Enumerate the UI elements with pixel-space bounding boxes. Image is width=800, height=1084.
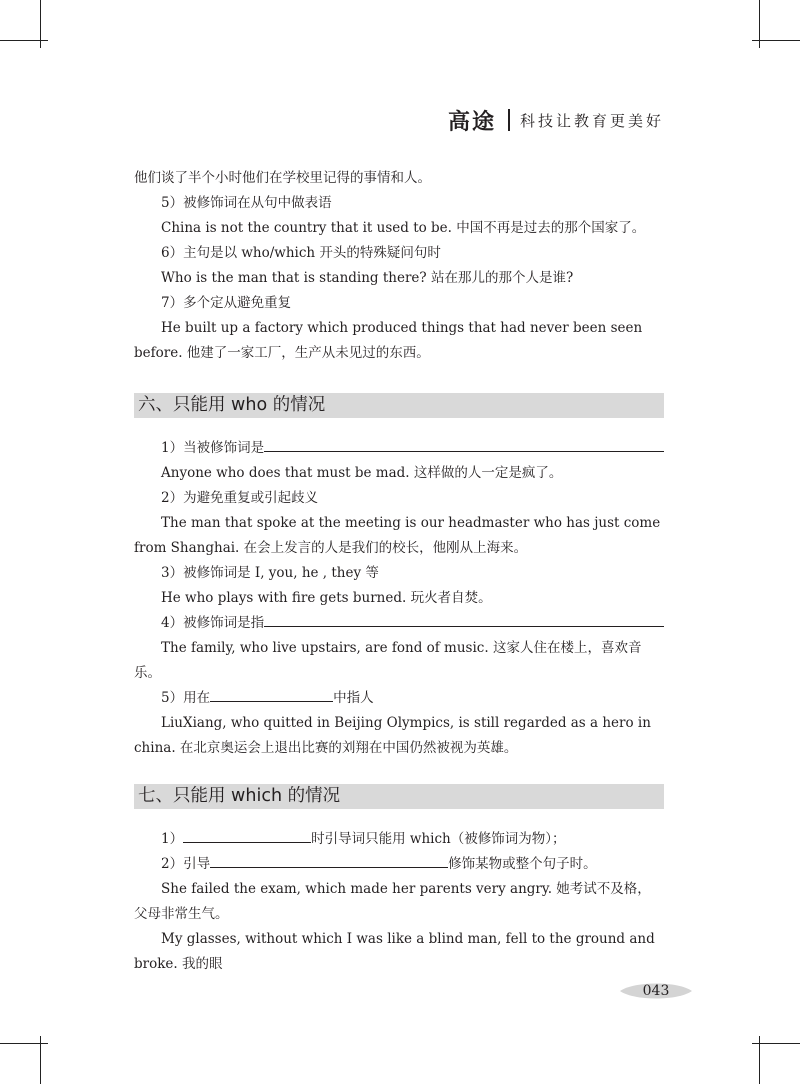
- example-sentence: My glasses, without which I was like a blind man, fell to the ground and broke. 我的眼: [134, 931, 655, 972]
- answer-blank[interactable]: [210, 687, 333, 702]
- crop-mark: [0, 40, 48, 41]
- rule-label: 时引导词只能用 which（被修饰词为物）；: [311, 831, 566, 847]
- crop-mark: [752, 40, 800, 41]
- answer-blank[interactable]: [210, 853, 448, 868]
- rule-with-blank: [134, 852, 664, 877]
- rule-label: 6）主句是以 who/which 开头的特殊疑问句时: [161, 245, 441, 261]
- crop-mark: [752, 1043, 800, 1044]
- rule-with-blank: [134, 686, 664, 711]
- example-sentence: The family, who live upstairs, are fond of music. 这家人住在楼上，喜欢音乐。: [134, 640, 642, 681]
- rule-label: 修饰某物或整个句子时。: [448, 856, 597, 872]
- example-sentence: LiuXiang, who quitted in Beijing Olympics, is still regarded as a hero in china. 在北京奥运会上退出比赛的刘翔在中国仍然被视为英雄。: [134, 715, 651, 756]
- rule-label: 中指人: [333, 690, 374, 706]
- section-title-who: 六、只能用 who 的情况: [134, 393, 664, 418]
- rule-with-blank: [134, 827, 664, 852]
- rule-label: 5）被修饰词在从句中做表语: [161, 195, 332, 211]
- example-sentence: Who is the man that is standing there? 站在那儿的那个人是谁?: [161, 270, 574, 286]
- rule-label: 4）被修饰词是指: [161, 615, 265, 631]
- rule-label: 5）用在: [161, 690, 211, 706]
- page-number-text: 043: [642, 983, 670, 999]
- rule-label: 7）多个定从避免重复: [161, 295, 292, 311]
- example-sentence: He built up a factory which produced things that had never been seen before. 他建了一家工厂，生产从未见过的东西。: [134, 320, 643, 361]
- rule-with-blank: [134, 611, 664, 636]
- page-number: [618, 978, 694, 1004]
- example-sentence: The man that spoke at the meeting is our headmaster who has just come from Shanghai. 在会上发言的人是我们的校长，他刚从上海来。: [134, 515, 661, 556]
- page-content: [134, 166, 664, 977]
- rule-label: 1）当被修饰词是: [161, 440, 265, 456]
- example-sentence: Anyone who does that must be mad. 这样做的人一定是疯了。: [161, 465, 563, 481]
- example-sentence: He who plays with fire gets burned. 玩火者自焚。: [161, 590, 492, 606]
- page-header: [448, 104, 664, 136]
- answer-blank[interactable]: [183, 828, 311, 843]
- answer-blank[interactable]: [264, 437, 664, 452]
- answer-blank[interactable]: [264, 612, 664, 627]
- rule-label: 2）为避免重复或引起歧义: [161, 490, 319, 506]
- brand-name: 高途: [447, 109, 496, 135]
- rule-label: 1）: [161, 831, 184, 847]
- crop-mark: [0, 1043, 48, 1044]
- continued-text: 他们谈了半个小时他们在学校里记得的事情和人。: [134, 170, 431, 186]
- brand-slogan: 科技让教育更美好: [519, 111, 664, 130]
- rule-label: 3）被修饰词是 I, you, he , they 等: [161, 565, 379, 581]
- rule-label: 2）引导: [161, 856, 211, 872]
- example-sentence: China is not the country that it used to be. 中国不再是过去的那个国家了。: [161, 220, 646, 236]
- rule-with-blank: [134, 436, 664, 461]
- header-divider: [508, 109, 510, 131]
- example-sentence: She failed the exam, which made her parents very angry. 她考试不及格，父母非常生气。: [134, 881, 651, 922]
- section-title-which: 七、只能用 which 的情况: [134, 784, 664, 809]
